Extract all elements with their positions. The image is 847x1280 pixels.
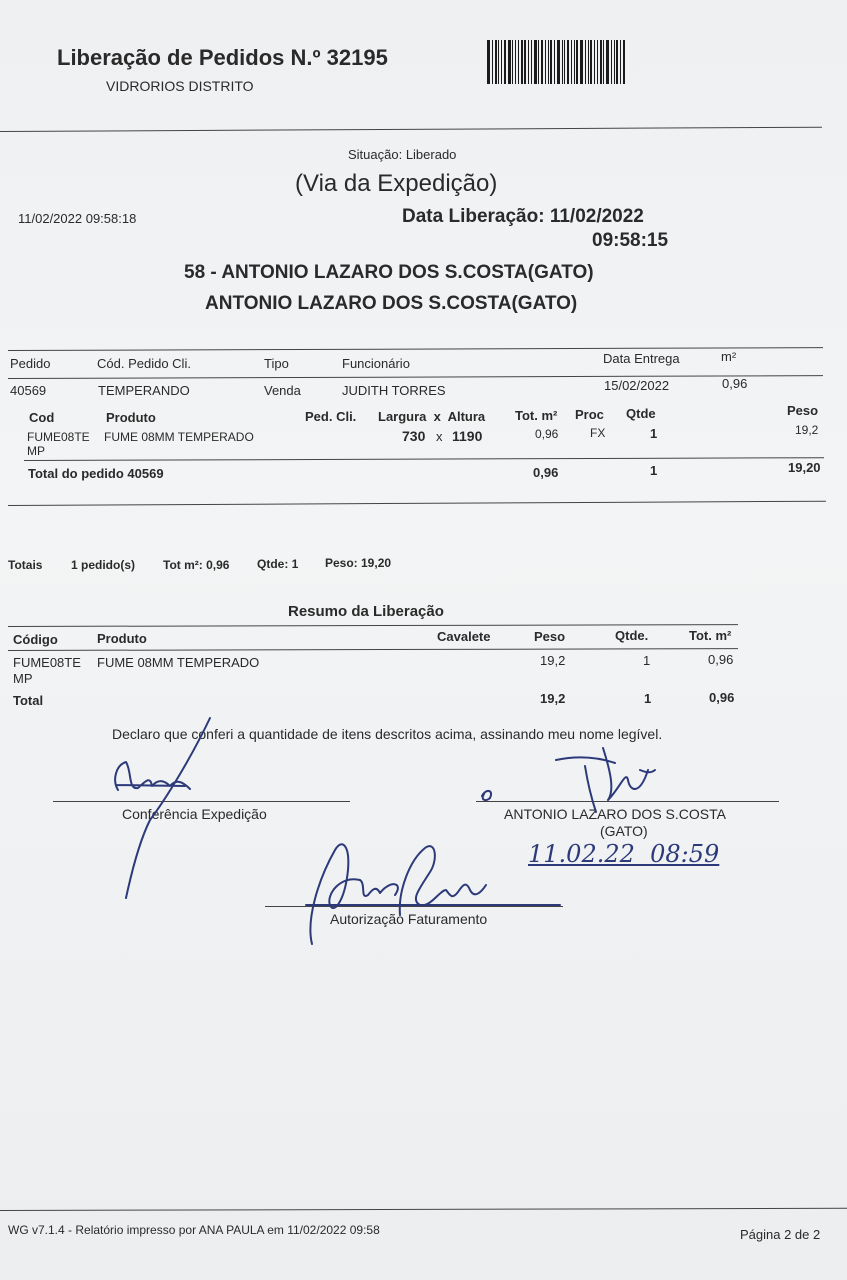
col-header-data-entrega: Data Entrega: [603, 351, 680, 366]
release-time: 09:58:15: [592, 230, 669, 251]
item-header-peso: Peso: [787, 403, 819, 418]
signature-autorizacao: [306, 844, 560, 944]
item-proc: FX: [590, 426, 606, 440]
summary-header-tot-m2: Tot. m²: [689, 628, 732, 643]
cell-funcionario: JUDITH TORRES: [342, 383, 446, 398]
item-dimension-separator: x: [436, 429, 443, 444]
client-line-1: 58 - ANTONIO LAZARO DOS S.COSTA(GATO): [184, 262, 594, 283]
totals-label: Totais: [8, 558, 43, 572]
company-name: VIDRORIOS DISTRITO: [106, 78, 254, 94]
summary-total-tot-m2: 0,96: [709, 690, 735, 705]
col-header-pedido: Pedido: [10, 356, 51, 371]
col-header-m2: m²: [721, 349, 737, 364]
summary-total-qtde: 1: [644, 691, 652, 706]
item-header-cod: Cod: [29, 410, 55, 425]
summary-total-peso: 19,2: [540, 691, 566, 706]
summary-header-peso: Peso: [534, 629, 566, 644]
footer-print-info: WG v7.1.4 - Relatório impresso por ANA PAULA em 11/02/2022 09:58: [8, 1223, 380, 1237]
summary-codigo-line-1: FUME08TE: [13, 655, 81, 670]
signature-label-cliente-apelido: (GATO): [600, 823, 648, 839]
item-qtde: 1: [650, 426, 658, 441]
summary-qtde: 1: [643, 653, 651, 668]
item-peso: 19,2: [795, 423, 819, 437]
summary-peso: 19,2: [540, 653, 566, 668]
order-total-qtde: 1: [650, 463, 658, 478]
item-produto: FUME 08MM TEMPERADO: [104, 430, 254, 444]
print-datetime: 11/02/2022 09:58:18: [18, 211, 137, 226]
col-header-tipo: Tipo: [264, 356, 289, 371]
signature-label-conferencia: Conferência Expedição: [122, 806, 267, 822]
summary-header-qtde: Qtde.: [615, 628, 649, 643]
item-cod-line-1: FUME08TE: [27, 430, 90, 444]
release-date: Data Liberação: 11/02/2022: [402, 206, 644, 227]
signature-cliente: [482, 748, 655, 812]
summary-header-produto: Produto: [97, 631, 147, 646]
order-total-m2: 0,96: [533, 465, 559, 480]
item-header-tot-m2: Tot. m²: [515, 408, 558, 423]
summary-produto: FUME 08MM TEMPERADO: [97, 655, 260, 670]
cell-m2: 0,96: [722, 376, 748, 391]
totals-pedidos: 1 pedido(s): [71, 558, 136, 572]
status-text: Situação: Liberado: [348, 147, 457, 162]
handwritten-date: 11.02.22 08:59: [528, 840, 720, 868]
cell-data-entrega: 15/02/2022: [604, 378, 670, 393]
order-total-label: Total do pedido 40569: [28, 466, 164, 481]
cell-pedido: 40569: [10, 383, 47, 398]
item-header-qtde: Qtde: [626, 406, 656, 421]
summary-title: Resumo da Liberação: [288, 603, 444, 620]
item-header-produto: Produto: [106, 410, 156, 425]
col-header-funcionario: Funcionário: [342, 356, 410, 371]
cell-tipo: Venda: [264, 383, 301, 398]
document-title: Liberação de Pedidos N.º 32195: [57, 45, 388, 70]
summary-header-cavalete: Cavalete: [437, 629, 491, 644]
totals-peso: Peso: 19,20: [325, 556, 392, 570]
summary-header-codigo: Código: [13, 632, 58, 647]
order-total-peso: 19,20: [788, 460, 821, 475]
summary-codigo-line-2: MP: [13, 671, 33, 686]
signature-conferencia: [115, 718, 210, 898]
totals-qtde: Qtde: 1: [257, 557, 299, 571]
client-line-2: ANTONIO LAZARO DOS S.COSTA(GATO): [205, 293, 578, 314]
item-tot-m2: 0,96: [535, 427, 559, 441]
col-header-cod-pedido-cli: Cód. Pedido Cli.: [97, 356, 191, 371]
page-number: Página 2 de 2: [740, 1227, 821, 1242]
signature-label-autorizacao: Autorização Faturamento: [330, 911, 488, 927]
signature-label-cliente: ANTONIO LAZARO DOS S.COSTA: [504, 806, 726, 822]
item-header-ped-cli: Ped. Cli.: [305, 409, 357, 424]
item-header-proc: Proc: [575, 407, 604, 422]
summary-tot-m2: 0,96: [708, 652, 734, 667]
item-altura: 1190: [452, 428, 483, 444]
item-cod-line-2: MP: [27, 444, 45, 458]
copy-type: (Via da Expedição): [295, 170, 498, 197]
cell-cod-pedido-cli: TEMPERANDO: [98, 383, 190, 398]
totals-m2: Tot m²: 0,96: [163, 558, 230, 572]
declaration-text: Declaro que conferi a quantidade de itens descritos acima, assinando meu nome legível.: [112, 726, 663, 742]
item-header-largura-altura: Largura x Altura: [378, 409, 486, 424]
summary-total-label: Total: [13, 693, 44, 708]
item-largura: 730: [402, 428, 426, 444]
